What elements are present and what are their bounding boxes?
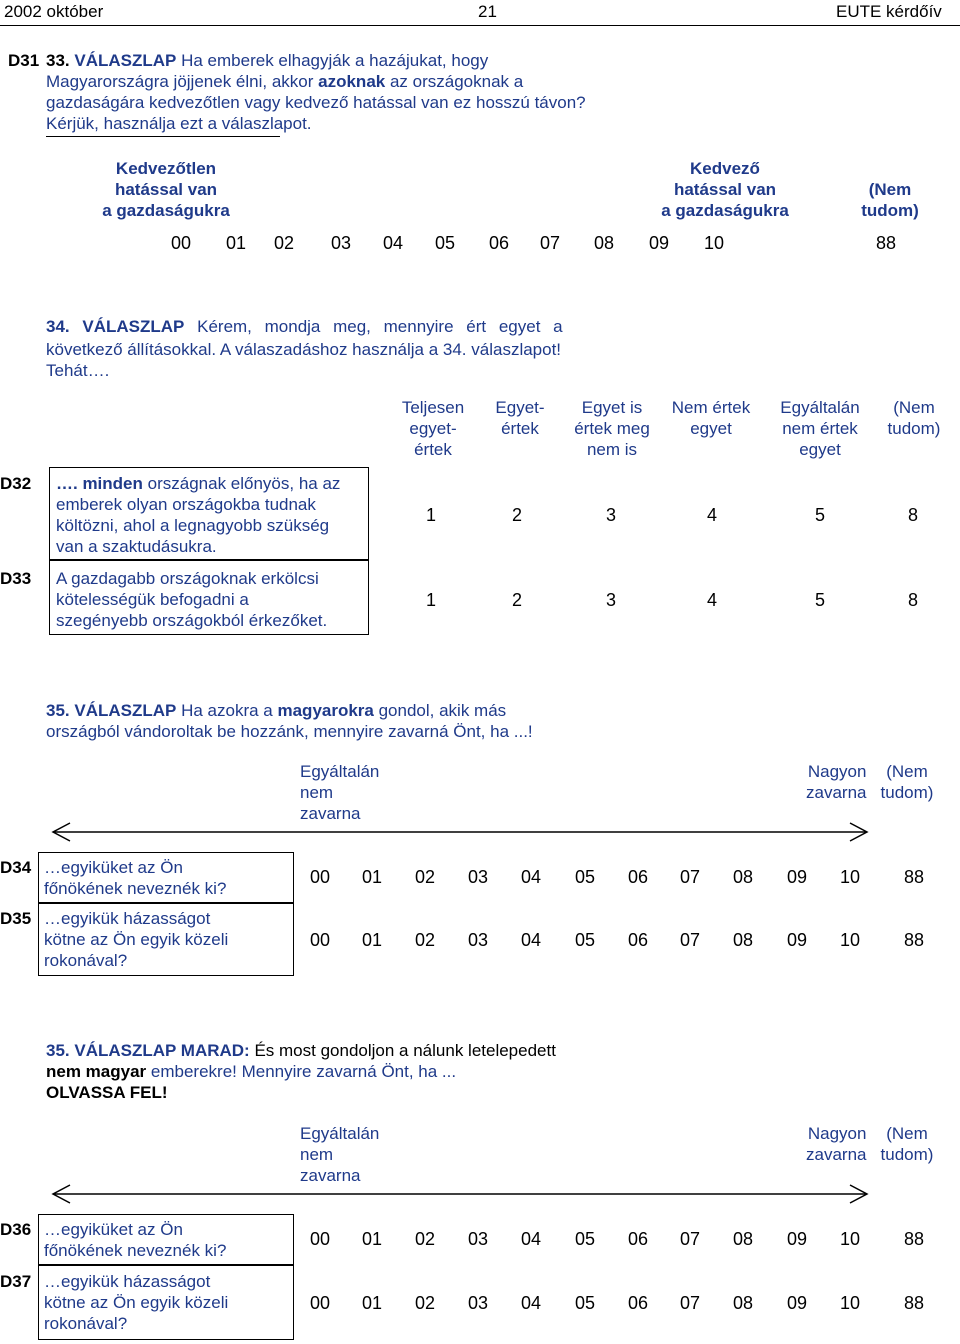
scale-value[interactable]: 05 <box>435 233 456 253</box>
row-code: D34 <box>0 858 32 877</box>
scale-left-anchor: Egyáltalán nem zavarna <box>300 1124 380 1185</box>
scale-value[interactable]: 05 <box>575 1229 596 1249</box>
scale-value[interactable]: 08 <box>733 930 754 950</box>
header-date: 2002 október <box>4 2 104 21</box>
dont-know-code[interactable]: 88 <box>904 930 925 950</box>
scale-value[interactable]: 10 <box>840 1229 861 1249</box>
scale-right-anchor: Nagyon zavarna <box>806 1124 867 1164</box>
scale-right-anchor: Kedvező hatással van a gazdaságukra <box>661 159 789 220</box>
header-page-number: 21 <box>478 2 497 21</box>
answer-option[interactable]: 3 <box>606 590 617 610</box>
scale-left-anchor: Kedvezőtlen hatással van a gazdaságukra <box>102 159 230 220</box>
scale-value[interactable]: 09 <box>787 1229 808 1249</box>
statement-text: …. minden országnak előnyös, ha az emberek olyan országokba tudnak költözni, ahol a legnagyobb szükség van a szaktudásukra. <box>56 474 341 556</box>
scale-value[interactable]: 08 <box>733 1293 754 1313</box>
statement-text: A gazdagabb országoknak erkölcsi kötelességük befogadni a szegényebb országokból érkezőket. <box>56 569 328 630</box>
question-text-line-3: Tehát…. <box>46 361 110 380</box>
column-header-agree: Egyet- értek <box>495 398 545 438</box>
item-text: …egyikük házasságot kötne az Ön egyik közeli rokonával? <box>44 1272 229 1333</box>
question-instruction: Kérjük, használja ezt a válaszlapot. <box>46 114 312 133</box>
dont-know-label: (Nem tudom) <box>880 1124 934 1164</box>
question-text-line-1: 35. VÁLASZLAP Ha azokra a magyarokra gondol, akik más <box>46 701 507 720</box>
column-header-strongly-agree: Teljesen egyet- értek <box>401 398 465 459</box>
question-text-line-2: nem magyar emberekre! Mennyire zavarná Önt, ha ... <box>46 1062 457 1081</box>
header-document-title: EUTE kérdőív <box>836 2 942 21</box>
scale-value[interactable]: 08 <box>733 867 754 887</box>
scale-value[interactable]: 09 <box>787 930 808 950</box>
scale-value[interactable]: 09 <box>787 1293 808 1313</box>
scale-value[interactable]: 03 <box>468 1293 489 1313</box>
scale-value[interactable]: 07 <box>680 930 701 950</box>
dont-know-label: (Nem tudom) <box>880 762 934 802</box>
answer-option[interactable]: 4 <box>707 505 718 525</box>
scale-value[interactable]: 02 <box>415 930 436 950</box>
scale-value[interactable]: 04 <box>383 233 404 253</box>
answer-option[interactable]: 2 <box>512 590 523 610</box>
scale-value[interactable]: 09 <box>649 233 670 253</box>
scale-value[interactable]: 07 <box>540 233 561 253</box>
dont-know-label: (Nem tudom) <box>861 180 919 220</box>
scale-value[interactable]: 10 <box>840 867 861 887</box>
scale-value[interactable]: 09 <box>787 867 808 887</box>
answer-option[interactable]: 3 <box>606 505 617 525</box>
scale-value[interactable]: 06 <box>628 867 649 887</box>
answer-scale <box>0 1293 960 1315</box>
row-code: D33 <box>0 569 32 588</box>
answer-option[interactable]: 2 <box>512 505 523 525</box>
double-arrow-icon <box>40 1184 880 1204</box>
scale-value[interactable]: 04 <box>521 867 542 887</box>
double-arrow-icon <box>40 822 880 842</box>
question-text-line-2: országból vándoroltak be hozzánk, mennyire zavarná Önt, ha ...! <box>46 722 533 741</box>
scale-value[interactable]: 00 <box>310 930 331 950</box>
scale-value[interactable]: 03 <box>468 867 489 887</box>
scale-value[interactable]: 05 <box>575 867 596 887</box>
answer-option[interactable]: 1 <box>426 590 437 610</box>
scale-value[interactable]: 07 <box>680 867 701 887</box>
scale-value[interactable]: 01 <box>362 1229 383 1249</box>
scale-value[interactable]: 02 <box>274 233 295 253</box>
question-text-line-3: gazdaságára kedvezőtlen vagy kedvező hatással van ez hosszú távon? <box>46 93 586 112</box>
scale-left-anchor: Egyáltalán nem zavarna <box>300 762 380 823</box>
header-rule <box>0 25 960 26</box>
scale-value[interactable]: 01 <box>362 1293 383 1313</box>
scale-value[interactable]: 02 <box>415 1229 436 1249</box>
scale-value[interactable]: 06 <box>628 930 649 950</box>
scale-value[interactable]: 08 <box>594 233 615 253</box>
scale-value[interactable]: 03 <box>468 930 489 950</box>
answer-option[interactable]: 8 <box>908 505 919 525</box>
row-code: D35 <box>0 909 32 928</box>
dont-know-code[interactable]: 88 <box>904 867 925 887</box>
answer-scale <box>0 1229 960 1251</box>
answer-option[interactable]: 8 <box>908 590 919 610</box>
scale-value[interactable]: 06 <box>489 233 510 253</box>
question-text-line-1: 33. VÁLASZLAP Ha emberek elhagyják a hazájukat, hogy <box>46 51 489 70</box>
scale-value[interactable]: 07 <box>680 1229 701 1249</box>
dont-know-code[interactable]: 88 <box>876 233 897 253</box>
scale-value[interactable]: 01 <box>362 930 383 950</box>
item-text: …egyiküket az Ön főnökének neveznék ki? <box>44 1220 227 1260</box>
question-code: D31 <box>8 51 40 70</box>
scale-value[interactable]: 05 <box>575 930 596 950</box>
scale-value[interactable]: 01 <box>226 233 247 253</box>
answer-scale <box>0 867 960 889</box>
scale-value[interactable]: 04 <box>521 930 542 950</box>
question-text-line-2: következő állításokkal. A válaszadáshoz használja a 34. válaszlapot! <box>46 340 562 359</box>
scale-value[interactable]: 02 <box>415 867 436 887</box>
scale-value[interactable]: 03 <box>468 1229 489 1249</box>
scale-right-anchor: Nagyon zavarna <box>806 762 867 802</box>
question-text-line-1: 35. VÁLASZLAP MARAD: És most gondoljon a nálunk letelepedett <box>46 1041 556 1060</box>
row-code: D32 <box>0 474 32 493</box>
dont-know-code[interactable]: 88 <box>904 1229 925 1249</box>
item-text: …egyiküket az Ön főnökének neveznék ki? <box>44 858 227 898</box>
item-text: …egyikük házasságot kötne az Ön egyik közeli rokonával? <box>44 909 229 970</box>
scale-value[interactable]: 06 <box>628 1293 649 1313</box>
scale-value[interactable]: 00 <box>310 1229 331 1249</box>
answer-scale <box>0 233 960 255</box>
scale-value[interactable]: 00 <box>310 1293 331 1313</box>
interviewer-instruction: OLVASSA FEL! <box>46 1083 168 1102</box>
scale-value[interactable]: 05 <box>575 1293 596 1313</box>
question-text-line-2: Magyarországra jöjjenek élni, akkor azoknak az országoknak a <box>46 72 524 91</box>
scale-value[interactable]: 08 <box>733 1229 754 1249</box>
answer-option[interactable]: 4 <box>707 590 718 610</box>
column-header-strongly-disagree: Egyáltalán nem értek egyet <box>780 398 860 459</box>
scale-value[interactable]: 10 <box>840 1293 861 1313</box>
scale-value[interactable]: 10 <box>704 233 725 253</box>
scale-value[interactable]: 06 <box>628 1229 649 1249</box>
answer-row <box>0 505 960 527</box>
underline <box>46 136 280 137</box>
scale-value[interactable]: 02 <box>415 1293 436 1313</box>
scale-value[interactable]: 03 <box>331 233 352 253</box>
scale-value[interactable]: 07 <box>680 1293 701 1313</box>
row-code: D36 <box>0 1220 32 1239</box>
scale-value[interactable]: 04 <box>521 1293 542 1313</box>
scale-value[interactable]: 01 <box>362 867 383 887</box>
column-header-neither: Egyet is értek meg nem is <box>574 398 650 459</box>
answer-option[interactable]: 1 <box>426 505 437 525</box>
answer-option[interactable]: 5 <box>815 505 826 525</box>
answer-row <box>0 590 960 612</box>
scale-value[interactable]: 00 <box>310 867 331 887</box>
answer-scale <box>0 930 960 952</box>
column-header-dont-know: (Nem tudom) <box>887 398 941 438</box>
scale-value[interactable]: 00 <box>171 233 192 253</box>
column-header-disagree: Nem értek egyet <box>671 398 751 438</box>
dont-know-code[interactable]: 88 <box>904 1293 925 1313</box>
scale-value[interactable]: 10 <box>840 930 861 950</box>
row-code: D37 <box>0 1272 32 1291</box>
answer-option[interactable]: 5 <box>815 590 826 610</box>
question-text-line-1: 34. VÁLASZLAP Kérem, mondja meg, mennyire ért egyet a <box>46 317 563 336</box>
scale-value[interactable]: 04 <box>521 1229 542 1249</box>
